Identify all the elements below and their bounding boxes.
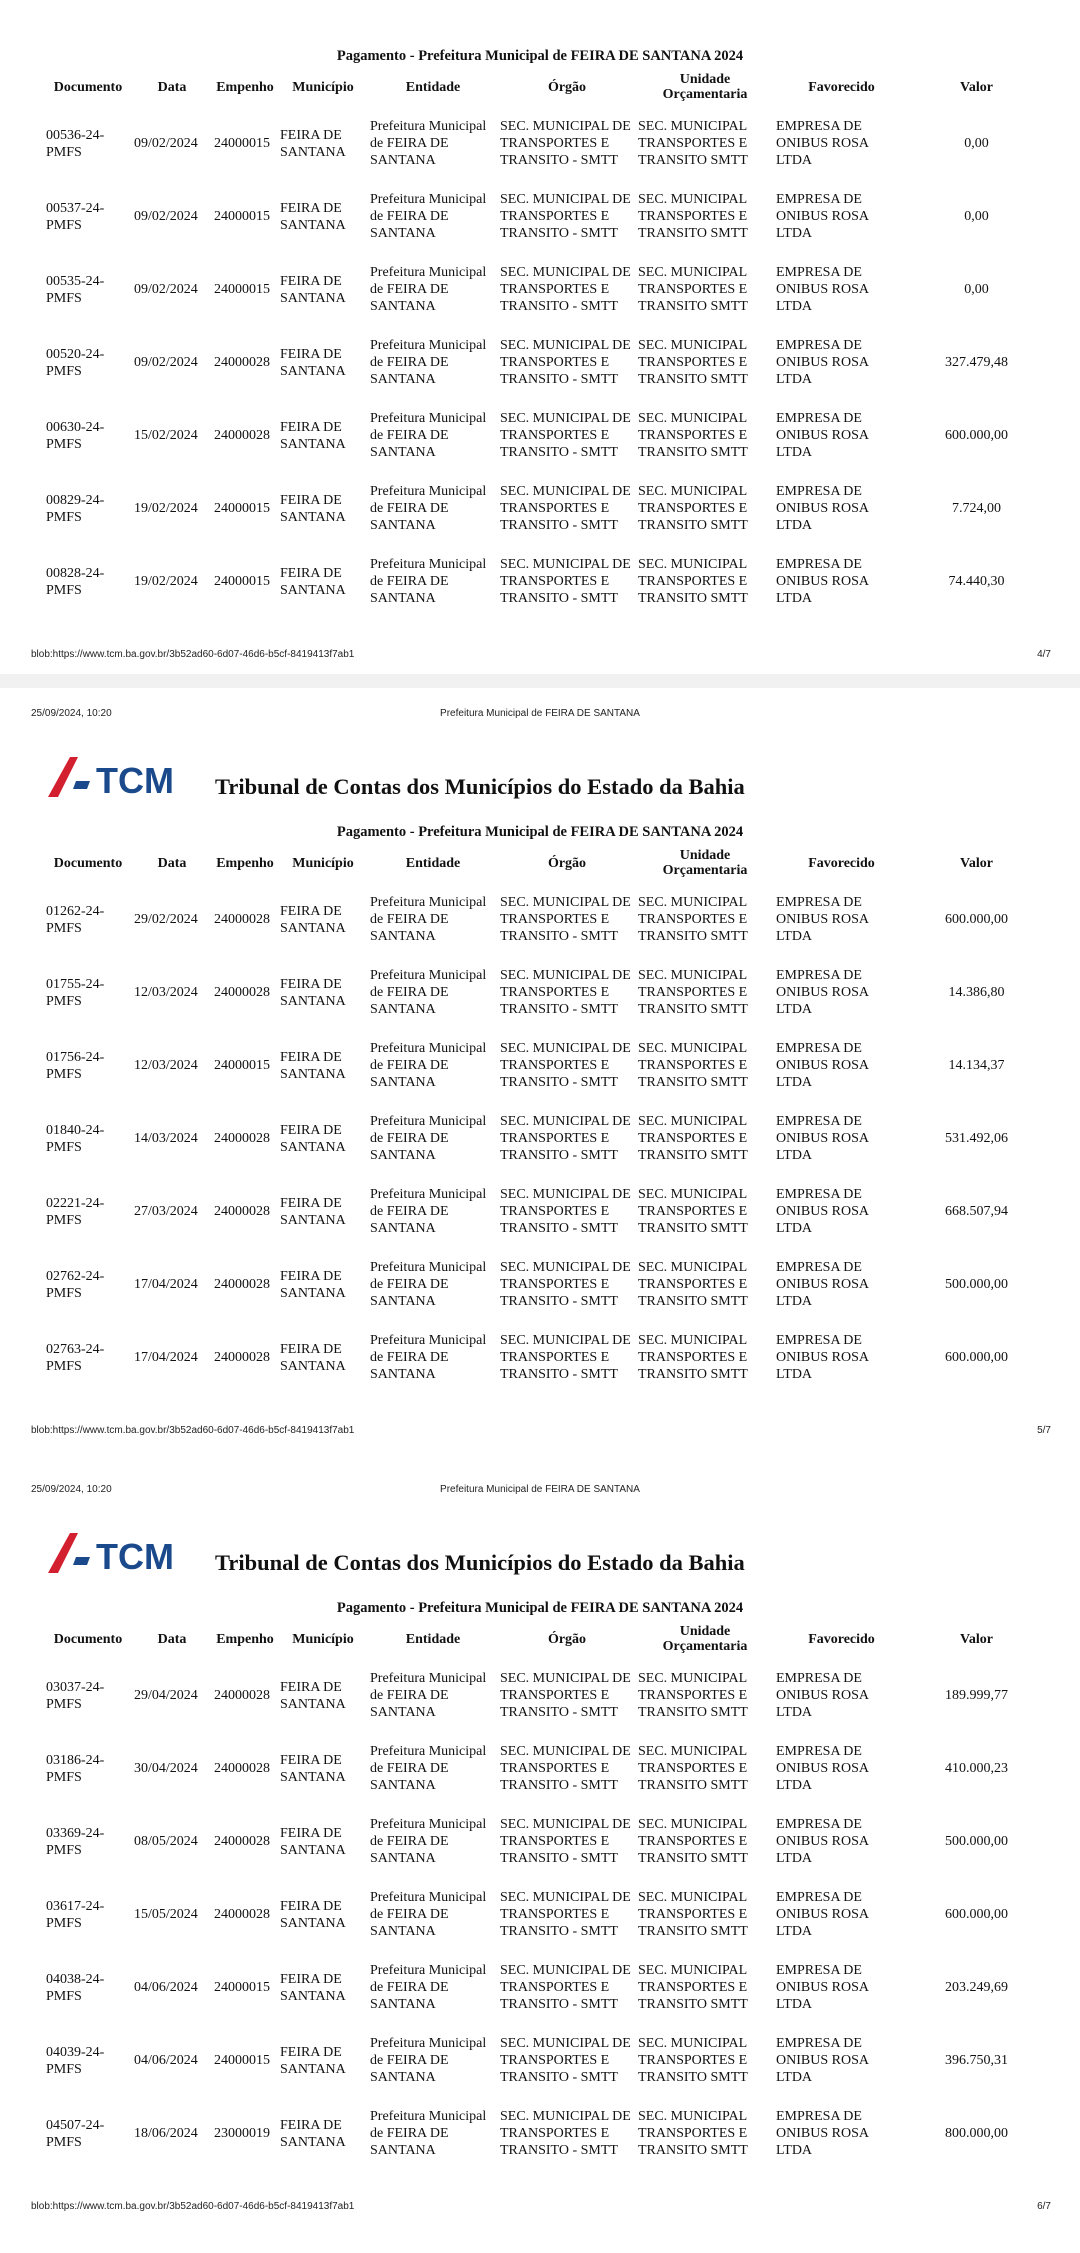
cell-municipio: FEIRA DE SANTANA	[280, 1341, 346, 1374]
cell-unidade-orcamentaria: SEC. MUNICIPAL TRANSPORTES E TRANSITO SMTT	[638, 557, 748, 606]
print-timestamp: 25/09/2024, 10:20	[31, 708, 112, 719]
column-header-entidade: Entidade	[405, 79, 461, 95]
cell-data: 27/03/2024	[134, 1204, 198, 1219]
cell-orgao: SEC. MUNICIPAL DE TRANSPORTES E TRANSITO - SMTT	[500, 411, 631, 460]
cell-data: 12/03/2024	[134, 1058, 198, 1073]
payments-table	[44, 1619, 1044, 2170]
cell-documento: 02763-24-PMFS	[46, 1341, 105, 1374]
cell-data: 30/04/2024	[134, 1761, 198, 1776]
cell-orgao: SEC. MUNICIPAL DE TRANSPORTES E TRANSITO - SMTT	[500, 1744, 631, 1793]
table-row	[44, 1732, 1044, 1805]
cell-empenho: 24000015	[214, 1980, 270, 1995]
column-header-municipio: Município	[292, 855, 354, 871]
cell-valor: 203.249,69	[945, 1980, 1008, 1995]
cell-municipio: FEIRA DE SANTANA	[280, 1268, 346, 1301]
column-header-data: Data	[157, 855, 187, 871]
print-timestamp: 25/09/2024, 10:20	[31, 1484, 112, 1495]
cell-data: 09/02/2024	[134, 209, 198, 224]
cell-unidade-orcamentaria: SEC. MUNICIPAL TRANSPORTES E TRANSITO SMTT	[638, 411, 748, 460]
cell-municipio: FEIRA DE SANTANA	[280, 1195, 346, 1228]
cell-orgao: SEC. MUNICIPAL DE TRANSPORTES E TRANSITO - SMTT	[500, 1671, 631, 1720]
cell-valor: 14.134,37	[948, 1058, 1005, 1073]
page-number: 4/7	[1037, 649, 1051, 660]
column-header-favorecido: Favorecido	[808, 79, 875, 95]
table-header-row	[44, 1619, 1044, 1659]
cell-municipio: FEIRA DE SANTANA	[280, 1049, 346, 1082]
cell-data: 29/02/2024	[134, 912, 198, 927]
cell-documento: 04039-24-PMFS	[46, 2044, 105, 2077]
cell-documento: 01756-24-PMFS	[46, 1049, 105, 1082]
logo-mark	[73, 1557, 90, 1565]
cell-entidade: Prefeitura Municipal de FEIRA DE SANTANA	[370, 1817, 487, 1866]
cell-entidade: Prefeitura Municipal de FEIRA DE SANTANA	[370, 1963, 487, 2012]
column-header-documento: Documento	[53, 855, 123, 871]
column-header-favorecido: Favorecido	[808, 855, 875, 871]
column-header-documento: Documento	[53, 1631, 123, 1647]
table-row	[44, 1659, 1044, 1732]
cell-data: 12/03/2024	[134, 985, 198, 1000]
table-body	[44, 883, 1044, 1394]
cell-orgao: SEC. MUNICIPAL DE TRANSPORTES E TRANSITO - SMTT	[500, 1963, 631, 2012]
cell-entidade: Prefeitura Municipal de FEIRA DE SANTANA	[370, 411, 487, 460]
cell-orgao: SEC. MUNICIPAL DE TRANSPORTES E TRANSITO - SMTT	[500, 1114, 631, 1163]
cell-favorecido: EMPRESA DE ONIBUS ROSA LTDA	[776, 968, 869, 1017]
cell-entidade: Prefeitura Municipal de FEIRA DE SANTANA	[370, 484, 487, 533]
cell-favorecido: EMPRESA DE ONIBUS ROSA LTDA	[776, 338, 869, 387]
cell-valor: 600.000,00	[945, 912, 1008, 927]
cell-data: 09/02/2024	[134, 282, 198, 297]
cell-empenho: 24000015	[214, 574, 270, 589]
cell-empenho: 24000015	[214, 136, 270, 151]
table-row	[44, 253, 1044, 326]
cell-data: 04/06/2024	[134, 2053, 198, 2068]
column-header-unidade-orcamentaria: Unidade Orçamentaria	[662, 72, 748, 102]
cell-valor: 74.440,30	[948, 574, 1005, 589]
cell-orgao: SEC. MUNICIPAL DE TRANSPORTES E TRANSITO - SMTT	[500, 1260, 631, 1309]
cell-valor: 396.750,31	[945, 2053, 1008, 2068]
cell-municipio: FEIRA DE SANTANA	[280, 2117, 346, 2150]
cell-favorecido: EMPRESA DE ONIBUS ROSA LTDA	[776, 1187, 869, 1236]
cell-orgao: SEC. MUNICIPAL DE TRANSPORTES E TRANSITO - SMTT	[500, 265, 631, 314]
column-header-orgao: Órgão	[547, 1631, 587, 1647]
cell-favorecido: EMPRESA DE ONIBUS ROSA LTDA	[776, 1817, 869, 1866]
cell-documento: 01262-24-PMFS	[46, 903, 105, 936]
cell-valor: 500.000,00	[945, 1834, 1008, 1849]
column-header-data: Data	[157, 1631, 187, 1647]
cell-orgao: SEC. MUNICIPAL DE TRANSPORTES E TRANSITO - SMTT	[500, 2109, 631, 2158]
cell-municipio: FEIRA DE SANTANA	[280, 273, 346, 306]
cell-documento: 00535-24-PMFS	[46, 273, 105, 306]
cell-unidade-orcamentaria: SEC. MUNICIPAL TRANSPORTES E TRANSITO SMTT	[638, 1817, 748, 1866]
cell-municipio: FEIRA DE SANTANA	[280, 2044, 346, 2077]
org-title: Tribunal de Contas dos Municípios do Estado da Bahia	[215, 774, 745, 799]
footer-url: blob:https://www.tcm.ba.gov.br/3b52ad60-6d07-46d6-b5cf-8419413f7ab1	[31, 1425, 355, 1436]
cell-empenho: 24000028	[214, 1907, 270, 1922]
footer-url: blob:https://www.tcm.ba.gov.br/3b52ad60-6d07-46d6-b5cf-8419413f7ab1	[31, 649, 355, 660]
cell-entidade: Prefeitura Municipal de FEIRA DE SANTANA	[370, 1744, 487, 1793]
cell-orgao: SEC. MUNICIPAL DE TRANSPORTES E TRANSITO - SMTT	[500, 1817, 631, 1866]
tcm-logo	[46, 1529, 194, 1575]
tcm-logo	[46, 753, 194, 799]
table-header-row	[44, 843, 1044, 883]
cell-empenho: 24000028	[214, 1277, 270, 1292]
cell-empenho: 24000028	[214, 1688, 270, 1703]
table-header-row	[44, 67, 1044, 107]
cell-valor: 0,00	[964, 136, 989, 151]
logo-text: TCM	[96, 760, 174, 799]
table-row	[44, 107, 1044, 180]
table-row	[44, 180, 1044, 253]
cell-documento: 00520-24-PMFS	[46, 346, 105, 379]
cell-valor: 0,00	[964, 282, 989, 297]
cell-municipio: FEIRA DE SANTANA	[280, 419, 346, 452]
cell-empenho: 24000028	[214, 1131, 270, 1146]
cell-data: 17/04/2024	[134, 1350, 198, 1365]
column-header-favorecido: Favorecido	[808, 1631, 875, 1647]
cell-empenho: 23000019	[214, 2126, 270, 2141]
payments-table	[44, 67, 1044, 618]
cell-documento: 02221-24-PMFS	[46, 1195, 105, 1228]
cell-favorecido: EMPRESA DE ONIBUS ROSA LTDA	[776, 2109, 869, 2158]
column-header-valor: Valor	[960, 79, 993, 95]
cell-data: 08/05/2024	[134, 1834, 198, 1849]
cell-favorecido: EMPRESA DE ONIBUS ROSA LTDA	[776, 2036, 869, 2085]
cell-orgao: SEC. MUNICIPAL DE TRANSPORTES E TRANSITO - SMTT	[500, 1890, 631, 1939]
cell-valor: 189.999,77	[945, 1688, 1008, 1703]
column-header-municipio: Município	[292, 79, 354, 95]
cell-documento: 03369-24-PMFS	[46, 1825, 105, 1858]
table-row	[44, 1102, 1044, 1175]
cell-unidade-orcamentaria: SEC. MUNICIPAL TRANSPORTES E TRANSITO SMTT	[638, 1890, 748, 1939]
cell-favorecido: EMPRESA DE ONIBUS ROSA LTDA	[776, 1114, 869, 1163]
cell-documento: 03186-24-PMFS	[46, 1752, 105, 1785]
cell-orgao: SEC. MUNICIPAL DE TRANSPORTES E TRANSITO - SMTT	[500, 1333, 631, 1382]
table-row	[44, 2024, 1044, 2097]
cell-entidade: Prefeitura Municipal de FEIRA DE SANTANA	[370, 1041, 487, 1090]
logo-mark	[48, 757, 78, 797]
cell-data: 17/04/2024	[134, 1277, 198, 1292]
cell-entidade: Prefeitura Municipal de FEIRA DE SANTANA	[370, 1187, 487, 1236]
table-row	[44, 956, 1044, 1029]
cell-documento: 03037-24-PMFS	[46, 1679, 105, 1712]
cell-unidade-orcamentaria: SEC. MUNICIPAL TRANSPORTES E TRANSITO SMTT	[638, 265, 748, 314]
cell-valor: 668.507,94	[945, 1204, 1008, 1219]
column-header-municipio: Município	[292, 1631, 354, 1647]
cell-orgao: SEC. MUNICIPAL DE TRANSPORTES E TRANSITO - SMTT	[500, 192, 631, 241]
table-row	[44, 326, 1044, 399]
cell-documento: 04507-24-PMFS	[46, 2117, 105, 2150]
cell-documento: 00829-24-PMFS	[46, 492, 105, 525]
cell-entidade: Prefeitura Municipal de FEIRA DE SANTANA	[370, 1890, 487, 1939]
cell-unidade-orcamentaria: SEC. MUNICIPAL TRANSPORTES E TRANSITO SMTT	[638, 1187, 748, 1236]
cell-orgao: SEC. MUNICIPAL DE TRANSPORTES E TRANSITO - SMTT	[500, 1041, 631, 1090]
document-page	[0, 688, 1080, 1464]
column-header-unidade-orcamentaria: Unidade Orçamentaria	[662, 848, 748, 878]
cell-entidade: Prefeitura Municipal de FEIRA DE SANTANA	[370, 968, 487, 1017]
cell-municipio: FEIRA DE SANTANA	[280, 1971, 346, 2004]
cell-municipio: FEIRA DE SANTANA	[280, 1122, 346, 1155]
header-entity: Prefeitura Municipal de FEIRA DE SANTANA	[440, 708, 640, 719]
cell-valor: 600.000,00	[945, 1907, 1008, 1922]
cell-municipio: FEIRA DE SANTANA	[280, 127, 346, 160]
cell-entidade: Prefeitura Municipal de FEIRA DE SANTANA	[370, 119, 487, 168]
cell-favorecido: EMPRESA DE ONIBUS ROSA LTDA	[776, 119, 869, 168]
cell-empenho: 24000015	[214, 1058, 270, 1073]
cell-unidade-orcamentaria: SEC. MUNICIPAL TRANSPORTES E TRANSITO SMTT	[638, 1671, 748, 1720]
cell-valor: 14.386,80	[948, 985, 1005, 1000]
cell-data: 14/03/2024	[134, 1131, 198, 1146]
cell-empenho: 24000028	[214, 1204, 270, 1219]
cell-municipio: FEIRA DE SANTANA	[280, 903, 346, 936]
table-row	[44, 545, 1044, 618]
column-header-entidade: Entidade	[405, 855, 461, 871]
cell-unidade-orcamentaria: SEC. MUNICIPAL TRANSPORTES E TRANSITO SMTT	[638, 1744, 748, 1793]
cell-empenho: 24000028	[214, 912, 270, 927]
cell-entidade: Prefeitura Municipal de FEIRA DE SANTANA	[370, 1114, 487, 1163]
cell-favorecido: EMPRESA DE ONIBUS ROSA LTDA	[776, 1260, 869, 1309]
cell-municipio: FEIRA DE SANTANA	[280, 1679, 346, 1712]
cell-favorecido: EMPRESA DE ONIBUS ROSA LTDA	[776, 484, 869, 533]
page-number: 6/7	[1037, 2201, 1051, 2212]
document-page	[0, 1464, 1080, 2253]
cell-valor: 7.724,00	[952, 501, 1001, 516]
cell-unidade-orcamentaria: SEC. MUNICIPAL TRANSPORTES E TRANSITO SMTT	[638, 2036, 748, 2085]
cell-entidade: Prefeitura Municipal de FEIRA DE SANTANA	[370, 338, 487, 387]
cell-municipio: FEIRA DE SANTANA	[280, 1898, 346, 1931]
cell-orgao: SEC. MUNICIPAL DE TRANSPORTES E TRANSITO - SMTT	[500, 484, 631, 533]
cell-valor: 410.000,23	[945, 1761, 1008, 1776]
cell-data: 29/04/2024	[134, 1688, 198, 1703]
logo-text: TCM	[96, 1536, 174, 1575]
cell-municipio: FEIRA DE SANTANA	[280, 976, 346, 1009]
cell-documento: 00536-24-PMFS	[46, 127, 105, 160]
cell-orgao: SEC. MUNICIPAL DE TRANSPORTES E TRANSITO - SMTT	[500, 2036, 631, 2085]
column-header-empenho: Empenho	[216, 855, 274, 871]
cell-empenho: 24000015	[214, 501, 270, 516]
cell-municipio: FEIRA DE SANTANA	[280, 1752, 346, 1785]
cell-documento: 00537-24-PMFS	[46, 200, 105, 233]
column-header-orgao: Órgão	[547, 79, 587, 95]
column-header-entidade: Entidade	[405, 1631, 461, 1647]
cell-data: 15/02/2024	[134, 428, 198, 443]
cell-unidade-orcamentaria: SEC. MUNICIPAL TRANSPORTES E TRANSITO SMTT	[638, 1260, 748, 1309]
cell-orgao: SEC. MUNICIPAL DE TRANSPORTES E TRANSITO - SMTT	[500, 968, 631, 1017]
table-row	[44, 1321, 1044, 1394]
cell-unidade-orcamentaria: SEC. MUNICIPAL TRANSPORTES E TRANSITO SMTT	[638, 484, 748, 533]
cell-favorecido: EMPRESA DE ONIBUS ROSA LTDA	[776, 557, 869, 606]
table-row	[44, 2097, 1044, 2170]
table-row	[44, 1175, 1044, 1248]
cell-unidade-orcamentaria: SEC. MUNICIPAL TRANSPORTES E TRANSITO SMTT	[638, 1041, 748, 1090]
cell-orgao: SEC. MUNICIPAL DE TRANSPORTES E TRANSITO - SMTT	[500, 557, 631, 606]
cell-entidade: Prefeitura Municipal de FEIRA DE SANTANA	[370, 265, 487, 314]
cell-orgao: SEC. MUNICIPAL DE TRANSPORTES E TRANSITO - SMTT	[500, 895, 631, 944]
report-title: Pagamento - Prefeitura Municipal de FEIRA DE SANTANA 2024	[336, 824, 744, 840]
cell-entidade: Prefeitura Municipal de FEIRA DE SANTANA	[370, 2109, 487, 2158]
cell-unidade-orcamentaria: SEC. MUNICIPAL TRANSPORTES E TRANSITO SMTT	[638, 1963, 748, 2012]
cell-unidade-orcamentaria: SEC. MUNICIPAL TRANSPORTES E TRANSITO SMTT	[638, 1333, 748, 1382]
cell-unidade-orcamentaria: SEC. MUNICIPAL TRANSPORTES E TRANSITO SMTT	[638, 119, 748, 168]
header-entity: Prefeitura Municipal de FEIRA DE SANTANA	[440, 1484, 640, 1495]
footer-url: blob:https://www.tcm.ba.gov.br/3b52ad60-6d07-46d6-b5cf-8419413f7ab1	[31, 2201, 355, 2212]
cell-valor: 600.000,00	[945, 1350, 1008, 1365]
table-row	[44, 1951, 1044, 2024]
cell-unidade-orcamentaria: SEC. MUNICIPAL TRANSPORTES E TRANSITO SMTT	[638, 1114, 748, 1163]
payments-table	[44, 843, 1044, 1394]
cell-orgao: SEC. MUNICIPAL DE TRANSPORTES E TRANSITO - SMTT	[500, 338, 631, 387]
cell-data: 19/02/2024	[134, 574, 198, 589]
cell-data: 09/02/2024	[134, 136, 198, 151]
cell-documento: 02762-24-PMFS	[46, 1268, 105, 1301]
cell-favorecido: EMPRESA DE ONIBUS ROSA LTDA	[776, 265, 869, 314]
cell-valor: 327.479,48	[945, 355, 1008, 370]
cell-favorecido: EMPRESA DE ONIBUS ROSA LTDA	[776, 192, 869, 241]
cell-orgao: SEC. MUNICIPAL DE TRANSPORTES E TRANSITO - SMTT	[500, 119, 631, 168]
cell-valor: 500.000,00	[945, 1277, 1008, 1292]
cell-valor: 531.492,06	[945, 1131, 1008, 1146]
cell-empenho: 24000028	[214, 1350, 270, 1365]
cell-empenho: 24000028	[214, 985, 270, 1000]
column-header-valor: Valor	[960, 855, 993, 871]
report-title: Pagamento - Prefeitura Municipal de FEIRA DE SANTANA 2024	[336, 1600, 744, 1616]
cell-municipio: FEIRA DE SANTANA	[280, 565, 346, 598]
cell-entidade: Prefeitura Municipal de FEIRA DE SANTANA	[370, 557, 487, 606]
cell-favorecido: EMPRESA DE ONIBUS ROSA LTDA	[776, 1963, 869, 2012]
page-number: 5/7	[1037, 1425, 1051, 1436]
cell-valor: 0,00	[964, 209, 989, 224]
cell-favorecido: EMPRESA DE ONIBUS ROSA LTDA	[776, 1041, 869, 1090]
cell-orgao: SEC. MUNICIPAL DE TRANSPORTES E TRANSITO - SMTT	[500, 1187, 631, 1236]
cell-documento: 00630-24-PMFS	[46, 419, 105, 452]
column-header-empenho: Empenho	[216, 79, 274, 95]
cell-documento: 00828-24-PMFS	[46, 565, 105, 598]
table-body	[44, 107, 1044, 618]
cell-empenho: 24000028	[214, 428, 270, 443]
cell-entidade: Prefeitura Municipal de FEIRA DE SANTANA	[370, 2036, 487, 2085]
cell-favorecido: EMPRESA DE ONIBUS ROSA LTDA	[776, 895, 869, 944]
table-row	[44, 399, 1044, 472]
cell-unidade-orcamentaria: SEC. MUNICIPAL TRANSPORTES E TRANSITO SMTT	[638, 895, 748, 944]
cell-entidade: Prefeitura Municipal de FEIRA DE SANTANA	[370, 1333, 487, 1382]
cell-favorecido: EMPRESA DE ONIBUS ROSA LTDA	[776, 1671, 869, 1720]
cell-favorecido: EMPRESA DE ONIBUS ROSA LTDA	[776, 1333, 869, 1382]
document-page	[0, 0, 1080, 674]
cell-empenho: 24000028	[214, 1761, 270, 1776]
cell-empenho: 24000028	[214, 1834, 270, 1849]
cell-entidade: Prefeitura Municipal de FEIRA DE SANTANA	[370, 895, 487, 944]
column-header-orgao: Órgão	[547, 855, 587, 871]
report-title: Pagamento - Prefeitura Municipal de FEIRA DE SANTANA 2024	[336, 48, 744, 64]
cell-unidade-orcamentaria: SEC. MUNICIPAL TRANSPORTES E TRANSITO SMTT	[638, 2109, 748, 2158]
cell-municipio: FEIRA DE SANTANA	[280, 492, 346, 525]
column-header-unidade-orcamentaria: Unidade Orçamentaria	[662, 1624, 748, 1654]
logo-mark	[48, 1533, 78, 1573]
table-row	[44, 1248, 1044, 1321]
cell-empenho: 24000015	[214, 282, 270, 297]
org-title: Tribunal de Contas dos Municípios do Estado da Bahia	[215, 1550, 745, 1575]
table-row	[44, 1029, 1044, 1102]
cell-documento: 04038-24-PMFS	[46, 1971, 105, 2004]
cell-data: 18/06/2024	[134, 2126, 198, 2141]
cell-documento: 01755-24-PMFS	[46, 976, 105, 1009]
column-header-data: Data	[157, 79, 187, 95]
cell-data: 04/06/2024	[134, 1980, 198, 1995]
cell-empenho: 24000028	[214, 355, 270, 370]
table-row	[44, 472, 1044, 545]
cell-entidade: Prefeitura Municipal de FEIRA DE SANTANA	[370, 1671, 487, 1720]
cell-data: 19/02/2024	[134, 501, 198, 516]
cell-favorecido: EMPRESA DE ONIBUS ROSA LTDA	[776, 411, 869, 460]
cell-favorecido: EMPRESA DE ONIBUS ROSA LTDA	[776, 1890, 869, 1939]
cell-documento: 01840-24-PMFS	[46, 1122, 105, 1155]
cell-unidade-orcamentaria: SEC. MUNICIPAL TRANSPORTES E TRANSITO SMTT	[638, 968, 748, 1017]
cell-data: 15/05/2024	[134, 1907, 198, 1922]
cell-municipio: FEIRA DE SANTANA	[280, 1825, 346, 1858]
table-row	[44, 1878, 1044, 1951]
cell-unidade-orcamentaria: SEC. MUNICIPAL TRANSPORTES E TRANSITO SMTT	[638, 338, 748, 387]
table-row	[44, 1805, 1044, 1878]
column-header-documento: Documento	[53, 79, 123, 95]
table-body	[44, 1659, 1044, 2170]
cell-favorecido: EMPRESA DE ONIBUS ROSA LTDA	[776, 1744, 869, 1793]
cell-unidade-orcamentaria: SEC. MUNICIPAL TRANSPORTES E TRANSITO SMTT	[638, 192, 748, 241]
cell-data: 09/02/2024	[134, 355, 198, 370]
cell-documento: 03617-24-PMFS	[46, 1898, 105, 1931]
cell-municipio: FEIRA DE SANTANA	[280, 346, 346, 379]
cell-entidade: Prefeitura Municipal de FEIRA DE SANTANA	[370, 192, 487, 241]
cell-empenho: 24000015	[214, 209, 270, 224]
cell-empenho: 24000015	[214, 2053, 270, 2068]
column-header-empenho: Empenho	[216, 1631, 274, 1647]
cell-valor: 800.000,00	[945, 2126, 1008, 2141]
logo-mark	[73, 781, 90, 789]
table-row	[44, 883, 1044, 956]
cell-valor: 600.000,00	[945, 428, 1008, 443]
cell-entidade: Prefeitura Municipal de FEIRA DE SANTANA	[370, 1260, 487, 1309]
column-header-valor: Valor	[960, 1631, 993, 1647]
cell-municipio: FEIRA DE SANTANA	[280, 200, 346, 233]
